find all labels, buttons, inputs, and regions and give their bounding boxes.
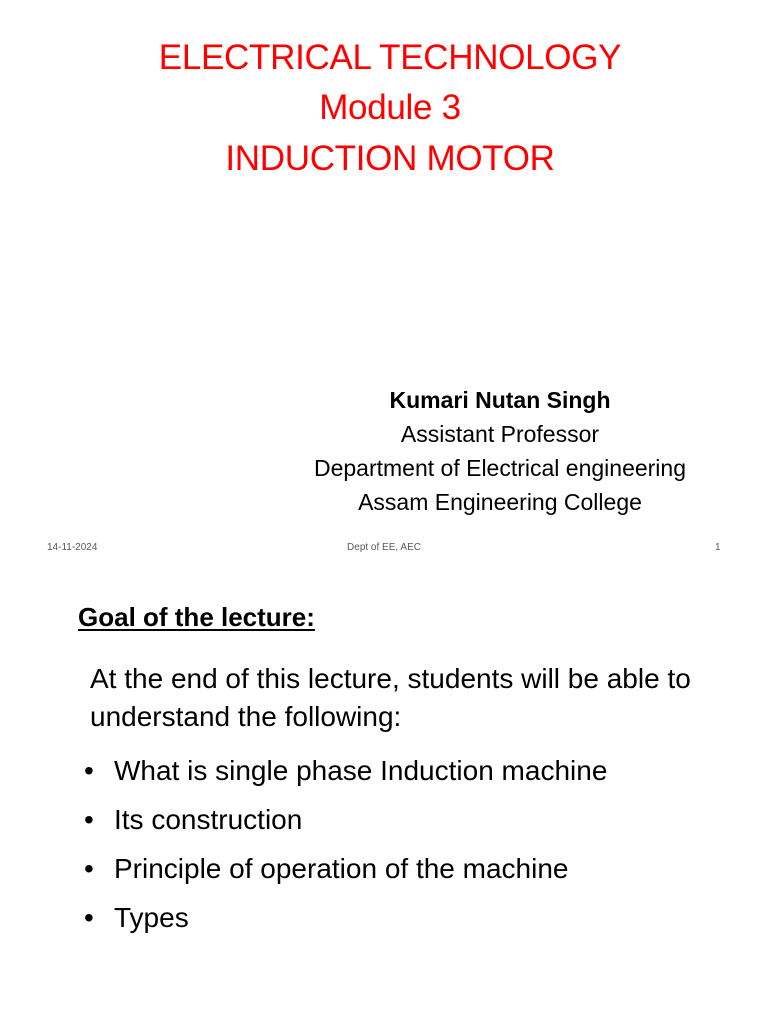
author-college: Assam Engineering College: [358, 489, 642, 515]
bullet-symbol: •: [84, 902, 94, 933]
author-block: [280, 383, 720, 519]
intro-text: At the end of this lecture, students will be able to understand the following:: [90, 663, 691, 732]
footer-center: Dept of EE, AEC: [347, 542, 421, 553]
footer-date: 14-11-2024: [47, 542, 98, 553]
bullet-text: Types: [114, 902, 189, 933]
author-name: Kumari Nutan Singh: [389, 387, 611, 413]
footer-page-number: 1: [715, 542, 721, 553]
bullet-symbol: •: [84, 853, 94, 884]
bullet-item: [80, 844, 607, 893]
bullet-item: [80, 746, 607, 795]
bullet-item: [80, 893, 607, 942]
bullet-item: [80, 795, 607, 844]
bullet-text: Principle of operation of the machine: [114, 853, 569, 884]
bullet-symbol: •: [84, 804, 94, 835]
slide-2: [0, 578, 768, 1024]
author-position: Assistant Professor: [400, 421, 600, 447]
author-department: Department of Electrical engineering: [313, 455, 687, 481]
bullet-text: Its construction: [114, 804, 303, 835]
goal-heading: Goal of the lecture:: [78, 602, 315, 632]
title-line-1: ELECTRICAL TECHNOLOGY: [158, 38, 622, 77]
title-line-2: Module 3: [319, 88, 461, 127]
bullet-text: What is single phase Induction machine: [114, 755, 608, 786]
goal-bullet-list: [80, 746, 607, 942]
title-line-3: INDUCTION MOTOR: [225, 139, 555, 178]
bullet-symbol: •: [84, 755, 94, 786]
